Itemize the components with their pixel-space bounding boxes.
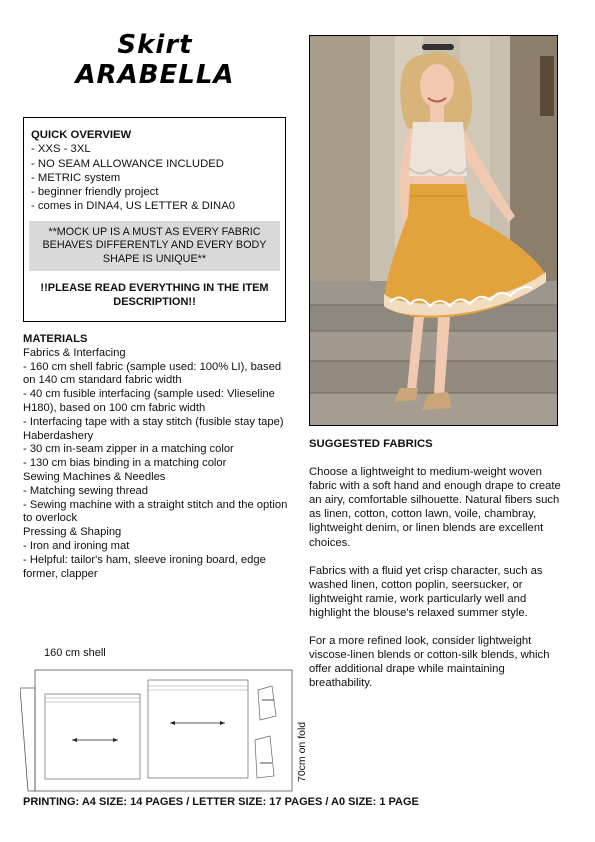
materials-line: - Helpful: tailor's ham, sleeve ironing board, edge former, clapper bbox=[23, 553, 266, 580]
read-description-note: !!PLEASE READ EVERYTHING IN THE ITEM DESCRIPTION!! bbox=[40, 282, 269, 309]
printing-info: PRINTING: A4 SIZE: 14 PAGES / LETTER SIZE: 17 PAGES / A0 SIZE: 1 PAGE bbox=[23, 796, 419, 808]
suggested-fabrics-section bbox=[309, 437, 564, 704]
overview-item: - NO SEAM ALLOWANCE INCLUDED bbox=[31, 157, 224, 170]
pattern-title bbox=[60, 30, 250, 90]
materials-line: Haberdashery bbox=[23, 429, 94, 442]
title-line-2: ARABELLA bbox=[75, 60, 235, 90]
materials-line: - Interfacing tape with a stay stitch (fusible stay tape) bbox=[23, 415, 284, 428]
materials-heading: MATERIALS bbox=[23, 333, 88, 345]
materials-line: - Matching sewing thread bbox=[23, 484, 148, 497]
model-photo bbox=[309, 35, 558, 426]
materials-line: - 40 cm fusible interfacing (sample used: Vlieseline H180), based on 100 cm fabric width bbox=[23, 388, 275, 414]
fabrics-paragraph: For a more refined look, consider lightweight viscose-linen blends or cotton-silk blends, which offer additional drape while maintaining breathability. bbox=[309, 635, 550, 690]
mockup-note: **MOCK UP IS A MUST AS EVERY FABRIC BEHAVES DIFFERENTLY AND EVERY BODY SHAPE IS UNIQUE** bbox=[29, 221, 280, 272]
shell-length-label: 160 cm shell bbox=[44, 647, 106, 659]
fabrics-paragraph: Choose a lightweight to medium-weight woven fabric with a soft hand and enough drape to create an airy, comfortable silhouette. Natural fibers such as linen, cotton, cotton lawn, voile, chambray, lightweight denim, or linen blends are excellent choices. bbox=[309, 466, 561, 549]
materials-line: Fabrics & Interfacing bbox=[23, 346, 126, 359]
materials-line: - Iron and ironing mat bbox=[23, 539, 130, 552]
materials-line: Pressing & Shaping bbox=[23, 526, 122, 539]
fabrics-heading: SUGGESTED FABRICS bbox=[309, 438, 433, 450]
materials-section bbox=[23, 333, 293, 581]
materials-line: - 160 cm shell fabric (sample used: 100% LI), based on 140 cm standard fabric width bbox=[23, 360, 282, 387]
title-line-1: Skirt bbox=[117, 30, 193, 60]
materials-line: Sewing Machines & Needles bbox=[23, 470, 166, 483]
overview-item: - METRIC system bbox=[31, 171, 121, 184]
overview-item: - comes in DINA4, US LETTER & DINA0 bbox=[31, 200, 236, 213]
cutting-layout-svg bbox=[20, 668, 295, 793]
materials-line: - Sewing machine with a straight stitch and the option to overlock bbox=[23, 498, 288, 525]
overview-heading: QUICK OVERVIEW bbox=[31, 129, 132, 141]
quick-overview-box bbox=[23, 117, 286, 322]
materials-line: - 130 cm bias binding in a matching color bbox=[23, 457, 227, 470]
cutting-layout-diagram bbox=[20, 668, 295, 793]
fold-width-label: 70cm on fold bbox=[296, 721, 308, 782]
overview-item: - XXS - 3XL bbox=[31, 143, 91, 156]
model-photo-illustration bbox=[310, 36, 558, 426]
materials-line: - 30 cm in-seam zipper in a matching color bbox=[23, 443, 234, 456]
fabrics-paragraph: Fabrics with a fluid yet crisp character, such as washed linen, cotton poplin, seersucker, or lightweight ramie, work particularly well and highlight the blouse's relaxed summer style. bbox=[309, 564, 543, 619]
overview-item: - beginner friendly project bbox=[31, 186, 159, 199]
